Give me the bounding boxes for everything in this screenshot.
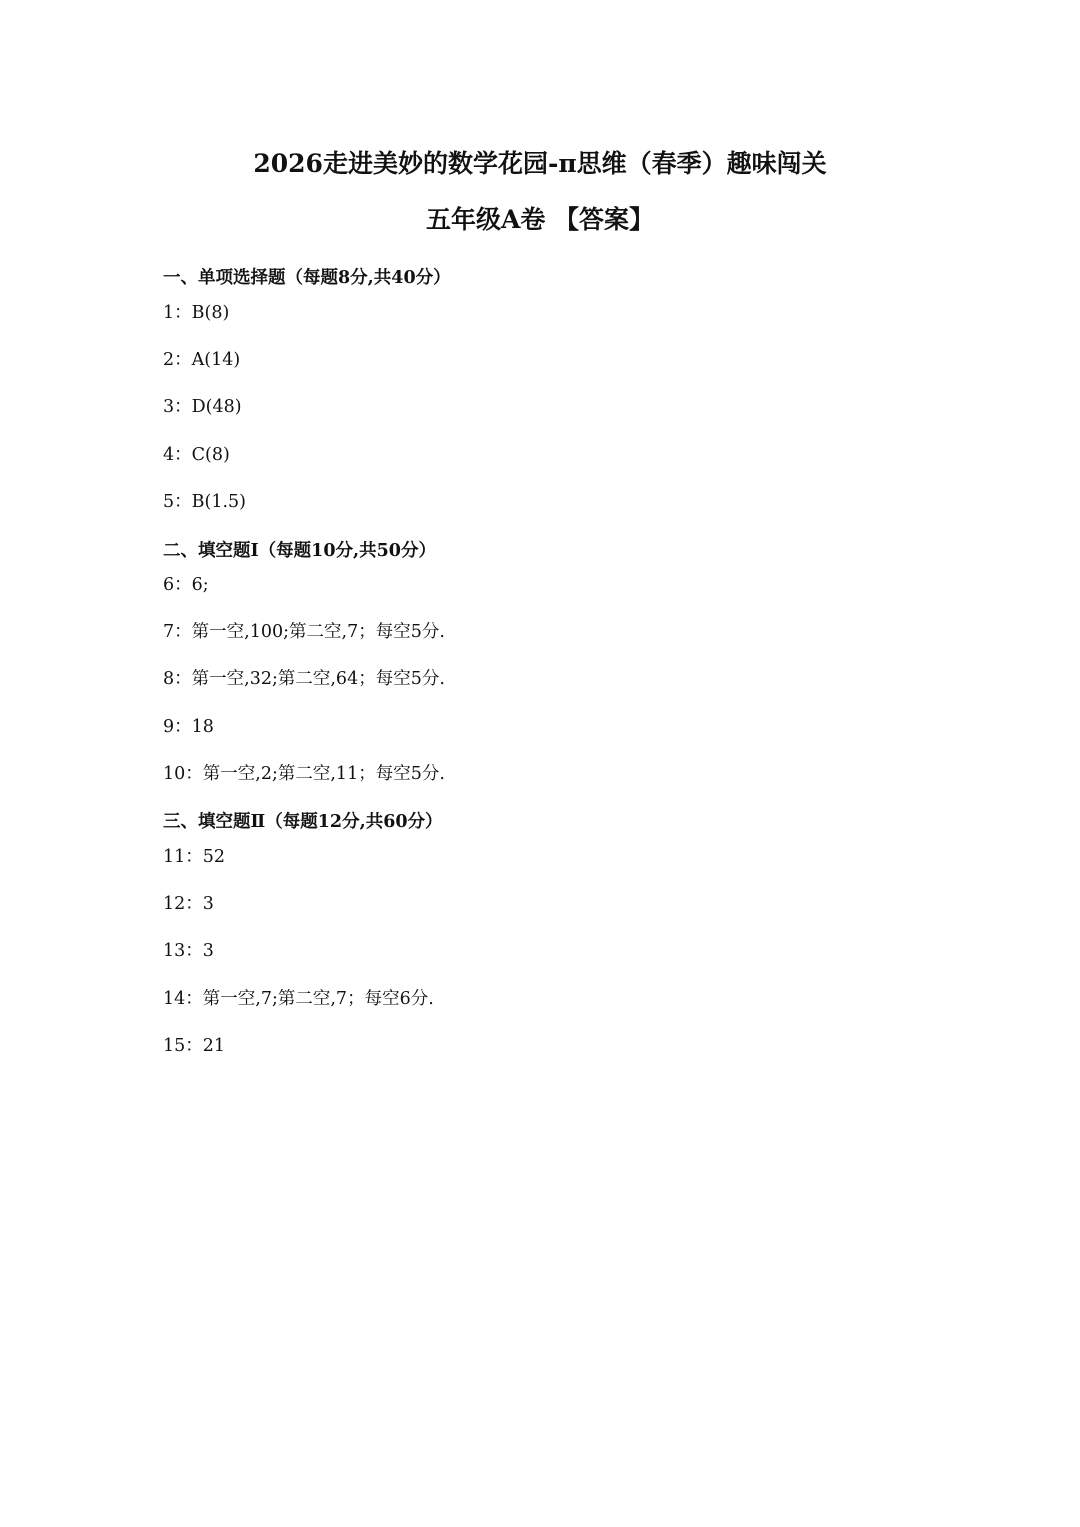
answer-text: 第一空,32;第二空,64；每空5分. bbox=[191, 669, 445, 689]
section-heading-fill-blank-2: 三、填空题Ⅱ（每题12分,共60分） bbox=[163, 812, 443, 832]
question-number: 9 ： bbox=[163, 717, 192, 737]
section-heading-fill-blank-1: 二、填空题Ⅰ（每题10分,共50分） bbox=[163, 541, 436, 561]
answer-item bbox=[163, 346, 240, 371]
answer-text: B(1.5) bbox=[191, 492, 246, 512]
question-number: 1 ： bbox=[163, 303, 192, 323]
answer-item bbox=[163, 441, 230, 466]
document-title: 2026走进美妙的数学花园-π思维（春季）趣味闯关 bbox=[253, 149, 827, 178]
question-number: 10 ： bbox=[163, 764, 203, 784]
question-number: 4 ： bbox=[163, 445, 192, 465]
question-number: 6 ： bbox=[163, 575, 192, 595]
answer-item bbox=[163, 393, 242, 418]
answer-text: 3 bbox=[202, 941, 214, 961]
question-number: 11 ： bbox=[163, 847, 203, 867]
answer-item bbox=[163, 618, 445, 643]
question-number: 8 ： bbox=[163, 669, 192, 689]
answer-item bbox=[163, 488, 246, 513]
answer-text: 21 bbox=[202, 1036, 226, 1056]
question-number: 13 ： bbox=[163, 941, 203, 961]
answer-item bbox=[163, 937, 214, 962]
answer-item bbox=[163, 985, 434, 1010]
question-number: 7 ： bbox=[163, 622, 192, 642]
answer-item bbox=[163, 713, 214, 738]
answer-text: 第一空,100;第二空,7；每空5分. bbox=[191, 622, 445, 642]
question-number: 3 ： bbox=[163, 397, 192, 417]
question-number: 2 ： bbox=[163, 350, 192, 370]
answer-text: D(48) bbox=[191, 397, 242, 417]
answer-item bbox=[163, 760, 445, 785]
answer-item bbox=[163, 571, 209, 596]
answer-text: C(8) bbox=[191, 445, 230, 465]
answer-item bbox=[163, 890, 214, 915]
section-heading-single-choice: 一、单项选择题（每题8分,共40分） bbox=[163, 268, 451, 288]
answer-text: 3 bbox=[202, 894, 214, 914]
answer-item bbox=[163, 1032, 225, 1057]
answer-item bbox=[163, 665, 445, 690]
answer-text: 第一空,2;第二空,11；每空5分. bbox=[202, 764, 445, 784]
answer-text: 6; bbox=[191, 575, 209, 595]
question-number: 5 ： bbox=[163, 492, 192, 512]
answer-text: 第一空,7;第二空,7；每空6分. bbox=[202, 989, 434, 1009]
answer-text: 18 bbox=[191, 717, 214, 737]
answer-text: B(8) bbox=[191, 303, 230, 323]
question-number: 15 ： bbox=[163, 1036, 203, 1056]
answer-item bbox=[163, 299, 229, 324]
question-number: 12 ： bbox=[163, 894, 203, 914]
answer-text: 52 bbox=[202, 847, 226, 867]
answer-item bbox=[163, 843, 225, 868]
document-subtitle: 五年级A卷 【答案】 bbox=[425, 205, 655, 234]
answer-text: A(14) bbox=[191, 350, 241, 370]
question-number: 14 ： bbox=[163, 989, 203, 1009]
